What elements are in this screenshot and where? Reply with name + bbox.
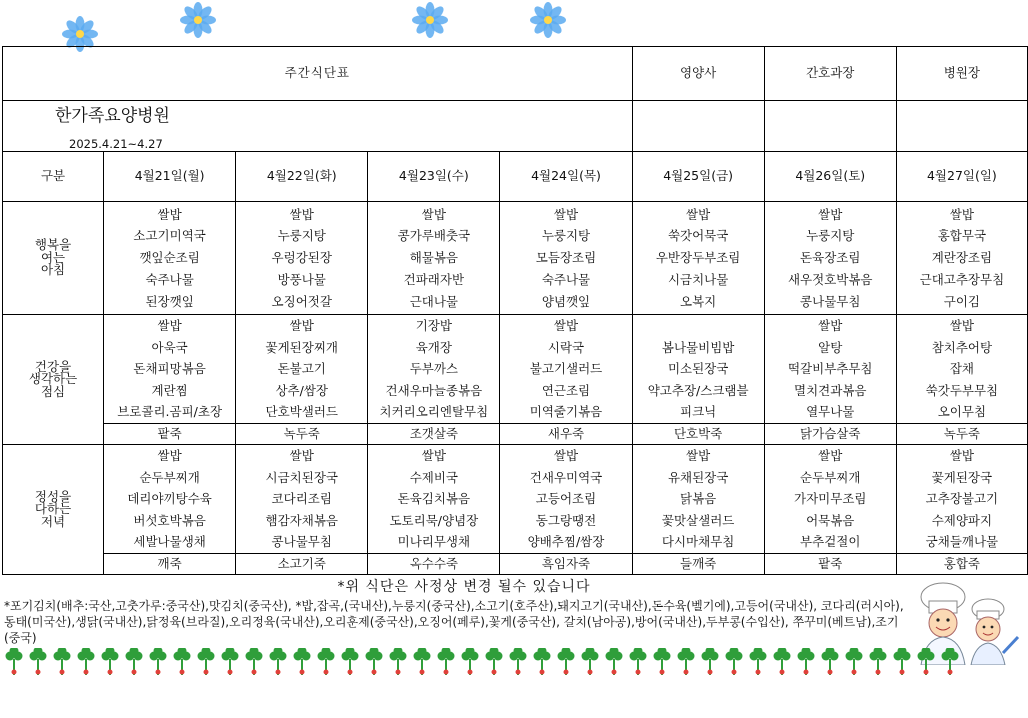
meal-label-line: 정성을 [34, 488, 72, 504]
meal-label-line: 점심 [40, 383, 66, 399]
menu-item: 쌀밥 [289, 318, 314, 334]
clover-icon [558, 648, 575, 675]
clover-icon [102, 648, 119, 675]
category-header: 구분 [3, 152, 104, 202]
menu-cell [104, 202, 236, 315]
menu-item: 코다리조림 [271, 491, 332, 507]
clover-icon [726, 648, 743, 675]
menu-item: 콩나물무침 [800, 293, 861, 309]
clover-icon [870, 648, 887, 675]
menu-item: 쌀밥 [686, 206, 711, 222]
menu-cell [368, 315, 500, 424]
menu-item: 쌀밥 [949, 448, 974, 464]
menu-item: 데리야끼탕수육 [127, 491, 212, 507]
menu-cell [236, 445, 368, 554]
menu-item: 피크닉 [680, 404, 717, 420]
menu-cell [500, 445, 632, 554]
menu-item [633, 315, 764, 337]
menu-item: 상추/쌈장 [275, 382, 328, 398]
menu-item: 유채된장국 [667, 469, 729, 485]
menu-item: 연근조림 [541, 382, 591, 398]
menu-item: 근대고추장무침 [919, 271, 1005, 287]
menu-item: 우렁강된장 [271, 250, 332, 266]
sign-box-nursing-head [764, 101, 896, 152]
menu-item: 쌀밥 [553, 206, 579, 222]
menu-item: 동그랑땡전 [535, 512, 597, 528]
menu-item: 쌀밥 [421, 206, 446, 222]
menu-item: 수제비국 [409, 469, 458, 485]
menu-item: 단호박샐러드 [265, 404, 338, 420]
porridge-cell: 흑임자죽 [500, 554, 632, 575]
day-header: 4월22일(화) [236, 152, 368, 202]
meal-label-line: 여는 [40, 249, 66, 265]
meal-label [3, 315, 104, 445]
menu-item: 건파래자반 [403, 271, 465, 287]
clover-icon [846, 648, 863, 675]
menu-item: 닭볶음 [680, 491, 717, 507]
menu-item: 미소된장국 [667, 361, 729, 377]
porridge-cell: 홍합죽 [896, 554, 1027, 575]
clover-icon [654, 648, 671, 675]
menu-cell [104, 315, 236, 424]
menu-item: 시금치나물 [667, 271, 729, 287]
menu-item: 쌀밥 [421, 448, 446, 464]
menu-item: 쌀밥 [818, 206, 843, 222]
day-header: 4월25일(금) [632, 152, 764, 202]
menu-item: 치커리오리엔탈무침 [379, 404, 489, 420]
clover-icon [606, 648, 623, 675]
menu-item: 쌀밥 [949, 318, 974, 334]
origin-note: *포기김치(배추:국산,고춧가루:중국산),맛김치(중국산), *밥,잡곡,(국내산),누룽지(중국산),소고기(호주산),돼지고기(국내산),돈수육(벨기에),고등어(국내산), 코다리(러시아),동태(미국산),생닭(국내산),닭정육(브라질),오리정육(국내산),오리훈제(중국산),오징어(페루),꽃게(중국산), 갈치(남아공),방어(국내산),두부콩(수입산), 쭈꾸미(베트남),조기(중국) [4, 599, 904, 645]
porridge-cell: 깨죽 [104, 554, 236, 575]
meal-label-line: 저녁 [40, 513, 66, 529]
approver-nursing-head: 간호과장 [764, 47, 896, 101]
menu-item: 계란찜 [151, 382, 188, 398]
menu-item: 홍합무국 [937, 228, 987, 244]
menu-item: 꽃게된장찌개 [265, 339, 338, 355]
clover-icon [54, 648, 71, 675]
day-header: 4월21일(월) [104, 152, 236, 202]
menu-item: 방풍나물 [277, 271, 326, 287]
menu-item: 수제양파지 [931, 512, 993, 528]
clover-icon [150, 648, 167, 675]
menu-item: 돈채피망볶음 [133, 361, 206, 377]
meal-label-line: 생각하는 [28, 371, 78, 387]
flower-icon [530, 2, 566, 38]
menu-item: 불고기샐러드 [529, 361, 603, 377]
menu-item: 누룽지탕 [806, 228, 855, 244]
menu-item: 숙주나물 [145, 271, 194, 287]
menu-item: 순두부찌개 [800, 469, 861, 485]
menu-cell [500, 202, 632, 315]
menu-item: 열무나물 [806, 404, 855, 420]
flower-decoration [0, 0, 1028, 48]
menu-item: 어묵볶음 [806, 512, 855, 528]
clover-icon [438, 648, 455, 675]
sign-box-nutritionist [632, 101, 764, 152]
menu-item: 새우젓호박볶음 [787, 271, 873, 287]
menu-item: 된장깻잎 [145, 293, 194, 309]
date-range: 2025.4.21~4.27 [69, 137, 163, 151]
menu-item: 미역줄기볶음 [529, 404, 603, 420]
porridge-cell: 들깨죽 [632, 554, 764, 575]
menu-item: 쌀밥 [289, 206, 314, 222]
porridge-cell: 단호박죽 [632, 424, 764, 445]
menu-item: 쑥갓두부무침 [925, 382, 999, 398]
meal-label [3, 445, 104, 575]
clover-icon [294, 648, 311, 675]
menu-cell [764, 445, 896, 554]
menu-item: 쌀밥 [686, 448, 711, 464]
porridge-cell: 닭가슴살죽 [764, 424, 896, 445]
weekly-menu-table [2, 46, 1028, 575]
menu-cell [104, 445, 236, 554]
clover-icon [798, 648, 815, 675]
menu-item: 쌀밥 [157, 318, 182, 334]
menu-cell [764, 202, 896, 315]
menu-item: 돈불고기 [277, 361, 326, 377]
menu-item: 누룽지탕 [541, 228, 591, 244]
clover-icon [702, 648, 719, 675]
menu-item: 버섯호박볶음 [133, 512, 206, 528]
menu-item: 쌀밥 [553, 318, 579, 334]
menu-item: 꽃게된장국 [931, 469, 993, 485]
menu-item: 오이무침 [937, 404, 987, 420]
menu-item: 고등어조림 [535, 491, 597, 507]
porridge-cell: 조갯살죽 [368, 424, 500, 445]
menu-item: 쑥갓어묵국 [667, 228, 729, 244]
menu-item: 육개장 [415, 339, 452, 355]
menu-item: 양배추찜/쌈장 [527, 534, 605, 550]
menu-item: 브로콜리.곰피/초장 [117, 404, 223, 420]
menu-item: 궁채들깨나물 [925, 534, 999, 550]
menu-item: 쌀밥 [818, 448, 843, 464]
menu-cell [896, 315, 1027, 424]
day-header: 4월26일(토) [764, 152, 896, 202]
menu-item: 꽃맛살샐러드 [661, 512, 735, 528]
menu-item: 햄감자채볶음 [265, 512, 338, 528]
menu-item: 쌀밥 [553, 448, 579, 464]
menu-item: 잡채 [949, 361, 974, 377]
menu-item: 쌀밥 [157, 206, 182, 222]
day-header: 4월24일(목) [500, 152, 632, 202]
clover-icon [198, 648, 215, 675]
porridge-cell: 녹두죽 [896, 424, 1027, 445]
clover-icon [78, 648, 95, 675]
menu-cell [896, 445, 1027, 554]
menu-item: 누룽지탕 [277, 228, 326, 244]
menu-item: 알탕 [818, 339, 843, 355]
menu-item: 쌀밥 [289, 448, 314, 464]
menu-cell [500, 315, 632, 424]
clover-icon [30, 648, 47, 675]
sign-box-director [896, 101, 1027, 152]
menu-item: 양념깻잎 [541, 293, 591, 309]
menu-item: 건새우미역국 [529, 469, 603, 485]
clover-icon [126, 648, 143, 675]
menu-item: 부추겉절이 [800, 534, 861, 550]
menu-item: 소고기미역국 [133, 228, 206, 244]
menu-item: 쌀밥 [818, 318, 843, 334]
clover-icon [510, 648, 527, 675]
clover-icon [534, 648, 551, 675]
clover-icon [318, 648, 335, 675]
menu-item: 계란장조림 [931, 250, 993, 266]
menu-item: 아욱국 [151, 339, 188, 355]
day-header: 4월23일(수) [368, 152, 500, 202]
menu-item: 구이김 [943, 293, 981, 309]
menu-item: 미나리무생채 [397, 534, 471, 550]
menu-item: 깻잎순조림 [139, 250, 200, 266]
porridge-cell: 옥수수죽 [368, 554, 500, 575]
porridge-cell: 소고기죽 [236, 554, 368, 575]
menu-item: 콩나물무침 [271, 534, 332, 550]
menu-item: 오징어젓갈 [271, 293, 332, 309]
porridge-cell: 새우죽 [500, 424, 632, 445]
menu-item: 약고추장/스크램블 [647, 382, 749, 398]
flower-icon [412, 2, 448, 38]
meal-label [3, 202, 104, 315]
hospital-name: 한가족요양병원 [55, 106, 170, 126]
menu-item: 순두부찌개 [139, 469, 200, 485]
menu-item: 쌀밥 [157, 448, 182, 464]
menu-item: 두부까스 [409, 361, 458, 377]
page-title: 주간식단표 [3, 47, 633, 101]
clover-icon [822, 648, 839, 675]
meal-label-line: 아침 [40, 262, 66, 278]
menu-item: 세발나물생채 [133, 534, 206, 550]
clover-icon [270, 648, 287, 675]
menu-cell [236, 315, 368, 424]
clover-icon [462, 648, 479, 675]
clover-icon [918, 648, 935, 675]
clover-icon [246, 648, 263, 675]
menu-item: 오복지 [680, 293, 717, 309]
porridge-cell: 팥죽 [104, 424, 236, 445]
menu-cell [368, 202, 500, 315]
menu-item: 모듬장조림 [535, 250, 597, 266]
clover-icon [678, 648, 695, 675]
clover-icon [414, 648, 431, 675]
menu-cell [632, 202, 764, 315]
menu-cell [632, 445, 764, 554]
clover-border [4, 648, 964, 680]
menu-item: 시락국 [547, 339, 585, 355]
menu-item: 도토리묵/양념장 [389, 512, 479, 528]
hospital-info [3, 101, 633, 152]
clover-icon [366, 648, 383, 675]
change-notice: *위 식단은 사정상 변경 될수 있습니다 [337, 579, 591, 595]
day-header: 4월27일(일) [896, 152, 1027, 202]
menu-item: 근대나물 [409, 293, 458, 309]
clover-icon [6, 648, 23, 675]
menu-item: 멸치견과볶음 [794, 382, 867, 398]
menu-item: 우반장두부조림 [655, 250, 741, 266]
clover-icon [222, 648, 239, 675]
meal-label-line: 건강을 [34, 358, 72, 374]
approver-director: 병원장 [896, 47, 1027, 101]
menu-item: 해물볶음 [409, 250, 458, 266]
clover-icon [174, 648, 191, 675]
clover-icon [942, 648, 959, 675]
clover-icon [774, 648, 791, 675]
porridge-cell: 녹두죽 [236, 424, 368, 445]
clover-icon [630, 648, 647, 675]
menu-item: 봄나물비빔밥 [661, 339, 735, 355]
clover-icon [894, 648, 911, 675]
porridge-cell: 팥죽 [764, 554, 896, 575]
menu-item: 가자미무조림 [794, 491, 867, 507]
menu-cell [764, 315, 896, 424]
menu-item: 쌀밥 [949, 206, 974, 222]
menu-item: 기장밥 [415, 318, 452, 334]
menu-item: 고추장불고기 [925, 491, 999, 507]
menu-item: 다시마채무침 [661, 534, 735, 550]
meal-label-line: 행복을 [34, 237, 72, 253]
menu-item: 숙주나물 [541, 271, 591, 287]
menu-cell [236, 202, 368, 315]
menu-item: 돈육김치볶음 [397, 491, 471, 507]
menu-item: 참치추어탕 [931, 339, 993, 355]
menu-item: 콩가루배춧국 [397, 228, 471, 244]
menu-cell [632, 315, 764, 424]
footnote [4, 576, 1004, 646]
flower-icon [180, 2, 216, 38]
menu-item: 시금치된장국 [265, 469, 338, 485]
menu-cell [896, 202, 1027, 315]
menu-item: 돈육장조림 [800, 250, 861, 266]
menu-item: 건새우마늘종볶음 [385, 382, 483, 398]
clover-icon [486, 648, 503, 675]
clover-icon [750, 648, 767, 675]
menu-cell [368, 445, 500, 554]
clover-icon [390, 648, 407, 675]
clover-icon [342, 648, 359, 675]
clover-icon [582, 648, 599, 675]
approver-nutritionist: 영양사 [632, 47, 764, 101]
menu-item: 떡갈비부추무침 [787, 361, 873, 377]
meal-label-line: 다하는 [34, 501, 72, 517]
